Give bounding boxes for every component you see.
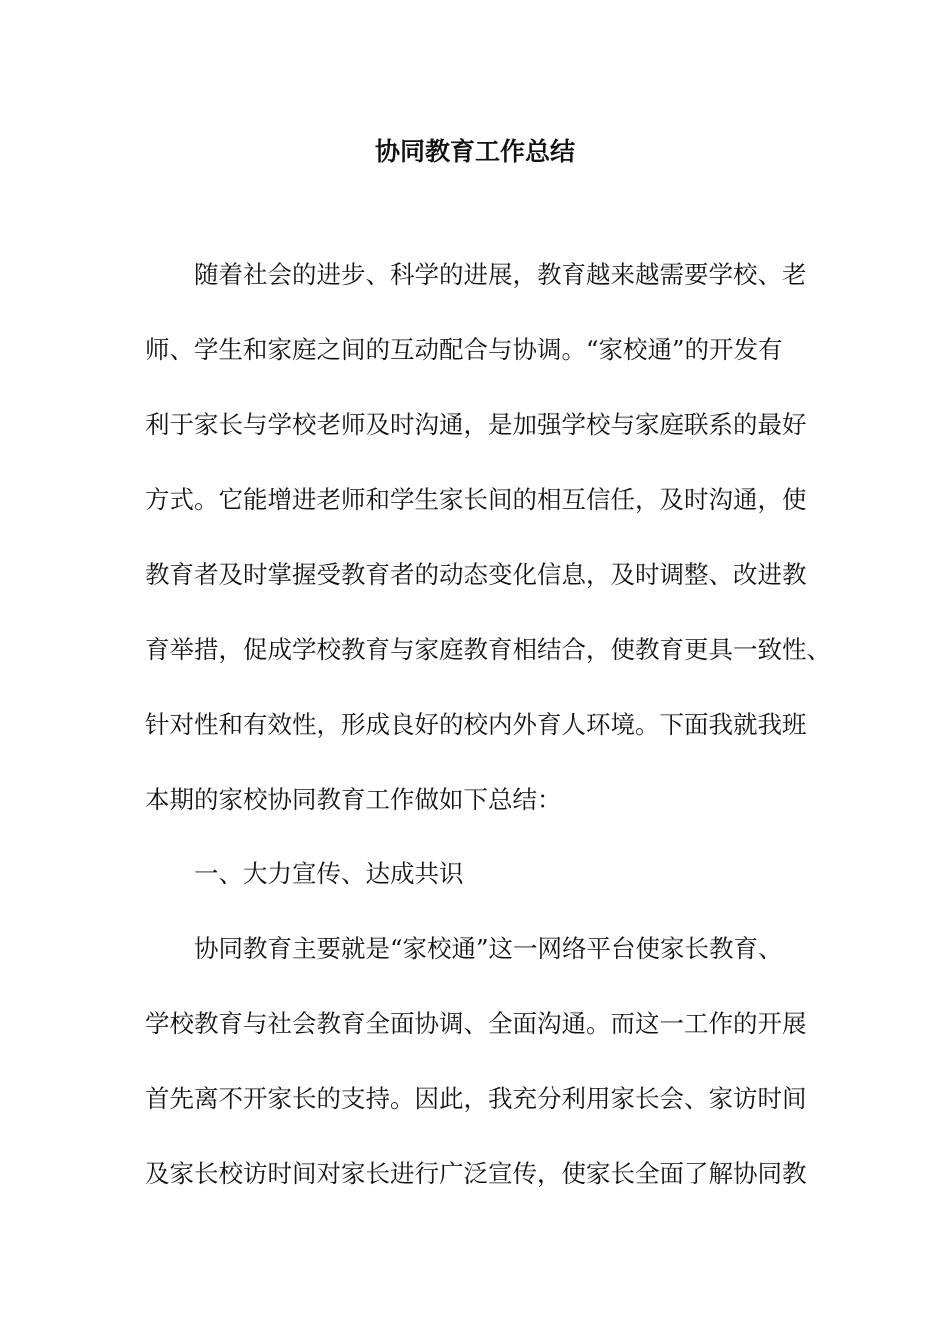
paragraph-line: 教育者及时掌握受教育者的动态变化信息，及时调整、改进教 bbox=[145, 560, 807, 589]
paragraph-line: 利于家长与学校老师及时沟通，是加强学校与家庭联系的最好 bbox=[145, 410, 807, 439]
paragraph-line: 首先离不开家长的支持。因此，我充分利用家长会、家访时间 bbox=[145, 1084, 807, 1113]
paragraph-line: 随着社会的进步、科学的进展，教育越来越需要学校、老 bbox=[145, 260, 807, 289]
paragraph-line: 及家长校访时间对家长进行广泛宣传，使家长全面了解协同教 bbox=[145, 1159, 807, 1188]
section-heading: 一、大力宣传、达成共识 bbox=[145, 859, 464, 888]
paragraph-line: 本期的家校协同教育工作做如下总结： bbox=[145, 785, 562, 814]
paragraph-line: 方式。它能增进老师和学生家长间的相互信任，及时沟通，使 bbox=[145, 485, 807, 514]
paragraph-line: 学校教育与社会教育全面协调、全面沟通。而这一工作的开展 bbox=[145, 1009, 807, 1038]
document-title: 协同教育工作总结 bbox=[374, 137, 575, 166]
paragraph-line: 针对性和有效性，形成良好的校内外育人环境。下面我就我班 bbox=[145, 710, 807, 739]
paragraph-line: 育举措，促成学校教育与家庭教育相结合，使教育更具一致性、 bbox=[145, 635, 831, 664]
paragraph-line: 师、学生和家庭之间的互动配合与协调。“家校通”的开发有 bbox=[145, 335, 783, 364]
paragraph-line: 协同教育主要就是“家校通”这一网络平台使家长教育、 bbox=[145, 934, 783, 963]
